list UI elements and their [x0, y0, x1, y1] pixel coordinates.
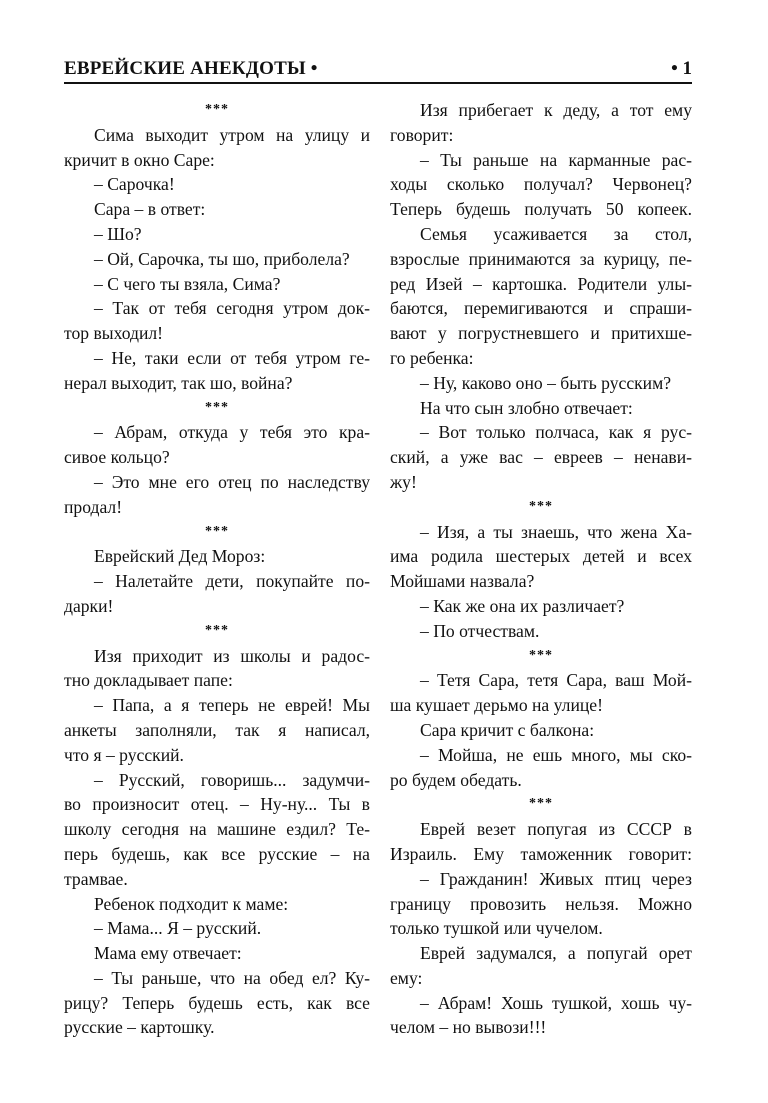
text-line: анкеты заполняли, так я написал, [64, 719, 370, 740]
text-line: – С чего ты взяла, Сима? [94, 273, 281, 294]
text-line: тор выходил! [64, 323, 163, 344]
text-line: сивое кольцо? [64, 447, 170, 468]
text-line: Еврей задумался, а попугай орет [420, 943, 692, 964]
text-line: Сима выходит утром на улицу и [94, 124, 370, 145]
text-line: На что сын злобно отвечает: [420, 397, 633, 418]
text-line: Семья усаживается за стол, [420, 223, 692, 244]
text-line: ша кушает дерьмо на улице! [390, 695, 603, 716]
text-line: говорит: [390, 124, 454, 145]
text-line: ходы сколько получал? Червонец? [390, 174, 692, 195]
text-line: ему: [390, 967, 423, 988]
text-line: – Мама... Я – русский. [94, 918, 262, 939]
text-line: – Налетайте дети, покупайте по- [94, 571, 370, 592]
running-title: ЕВРЕЙСКИЕ АНЕКДОТЫ • [64, 58, 318, 79]
text-line: – Не, таки если от тебя утром ге- [94, 347, 370, 368]
section-separator: *** [205, 622, 229, 638]
text-line: Сара – в ответ: [94, 199, 206, 220]
section-separator: *** [529, 498, 553, 514]
text-line: Мама ему отвечает: [94, 943, 242, 964]
text-line: продал! [64, 496, 123, 517]
text-line: трамвае. [64, 868, 128, 889]
text-line: русские – картошку. [64, 1017, 215, 1038]
page-number: • 1 [671, 58, 692, 79]
text-line: челом – но вывози!!! [390, 1017, 547, 1038]
text-line: только тушкой или чучелом. [390, 918, 603, 939]
text-line: – Папа, а я теперь не еврей! Мы [94, 695, 370, 716]
text-line: Еврейский Дед Мороз: [94, 546, 266, 567]
text-line: – Мойша, не ешь много, мы ско- [420, 744, 692, 765]
text-line: нерал выходит, так шо, война? [64, 372, 293, 393]
section-separator: *** [205, 523, 229, 539]
text-line: рицу? Теперь будешь есть, как все [64, 992, 370, 1013]
page-header [64, 58, 692, 84]
text-line: – Тетя Сара, тетя Сара, ваш Мой- [420, 670, 692, 691]
text-line: Изя прибегает к деду, а тот ему [420, 100, 692, 120]
text-line: ский, а уже вас – евреев – ненави- [390, 447, 692, 468]
text-line: – Абрам, откуда у тебя это кра- [94, 422, 370, 443]
text-line: школу сегодня на машине ездил? Те- [64, 819, 370, 840]
text-line: – Как же она их различает? [420, 595, 625, 616]
text-line: – По отчествам. [420, 620, 540, 641]
text-line: го ребенка: [390, 347, 474, 368]
left-column [64, 98, 370, 1040]
text-line: – Шо? [94, 223, 142, 244]
text-line: – Сарочка! [94, 174, 175, 195]
text-line: ред Изей – картошка. Родители улы- [390, 273, 692, 294]
text-line: границу провозить нельзя. Можно [390, 893, 692, 914]
text-line: Еврей везет попугая из СССР в [420, 819, 692, 840]
text-line: – Вот только полчаса, как я рус- [420, 422, 692, 443]
text-line: – Изя, а ты знаешь, что жена Ха- [420, 521, 692, 542]
text-line: перь будешь, как все русские – на [64, 843, 370, 864]
text-line: Мойшами назвала? [390, 571, 535, 592]
text-line: има родила шестерых детей и всех [390, 546, 692, 567]
text-line: баются, перемигиваются и спраши- [390, 298, 692, 319]
text-line: что я – русский. [64, 744, 184, 765]
text-line: Сара кричит с балкона: [420, 719, 595, 740]
section-separator: *** [205, 102, 229, 117]
text-line: – Это мне его отец по наследству [94, 471, 370, 492]
text-line: – Абрам! Хошь тушкой, хошь чу- [420, 992, 692, 1013]
text-line: вают у погрустневшего и притихше- [390, 323, 692, 344]
text-line: Изя приходит из школы и радос- [94, 645, 370, 666]
text-line: – Гражданин! Живых птиц через [420, 868, 692, 889]
right-column [390, 98, 692, 1040]
text-line: кричит в окно Саре: [64, 149, 215, 170]
text-line: дарки! [64, 595, 114, 616]
text-line: – Так от тебя сегодня утром док- [94, 298, 370, 319]
text-line: – Ну, каково оно – быть русским? [420, 372, 672, 393]
text-line: во произносит отец. – Ну-ну... Ты в [64, 794, 370, 815]
section-separator: *** [529, 796, 553, 812]
text-line: взрослые принимаются за курицу, пе- [390, 248, 692, 269]
section-separator: *** [205, 399, 229, 415]
section-separator: *** [529, 647, 553, 663]
text-line: – Ты раньше на карманные рас- [420, 149, 692, 170]
header-rule [64, 82, 692, 84]
text-line: Теперь будешь получать 50 копеек. [390, 199, 692, 220]
text-line: ро будем обедать. [390, 769, 522, 790]
text-line: тно докладывает папе: [64, 670, 233, 691]
text-line: – Русский, говоришь... задумчи- [94, 769, 370, 790]
text-line: Ребенок подходит к маме: [94, 893, 289, 914]
text-line: – Ты раньше, что на обед ел? Ку- [94, 967, 370, 988]
text-line: Израиль. Ему таможенник говорит: [390, 843, 692, 864]
text-line: жу! [390, 471, 417, 492]
text-line: – Ой, Сарочка, ты шо, приболела? [94, 248, 350, 269]
